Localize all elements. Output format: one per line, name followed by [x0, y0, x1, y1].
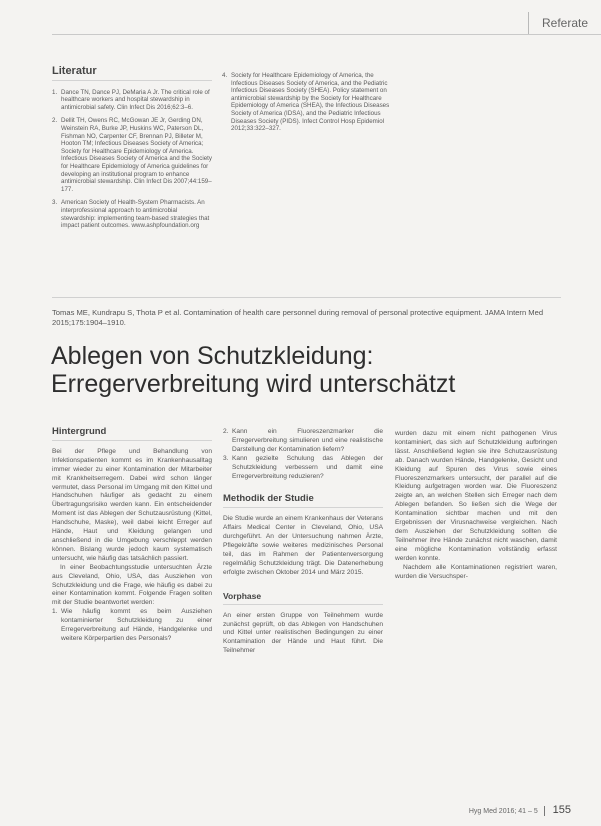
list-text: Wie häufig kommt es beim Ausziehen kontaminierter Schutzkleidung zu einer Erregerverbreitung auf Hände, Handgelenke und weitere Körperpartien des Personals?	[61, 608, 212, 642]
page-footer	[469, 804, 571, 816]
list-number: 3.	[223, 454, 229, 462]
reference-number: 3.	[52, 199, 58, 207]
literature-rule	[52, 80, 212, 81]
list-number: 1.	[52, 608, 58, 616]
article-title-line-1: Ablegen von Schutzkleidung:	[51, 342, 374, 370]
reference-number: 4.	[222, 72, 228, 79]
list-item	[223, 455, 383, 482]
list-item	[52, 608, 212, 644]
footer-divider	[544, 806, 545, 816]
paragraph: Nachdem alle Kontaminationen registriert waren, wurden die Versuchsper-	[395, 563, 557, 580]
literature-heading: Literatur	[52, 65, 97, 77]
paragraph: Die Studie wurde an einem Krankenhaus der Veterans Affairs Medical Center in Cleveland, Ohio, USA durchgeführt. An der Untersuchung nahmen Ärzte, Pflegekräfte sowie weiteres medizinisches Personal teil, das im Rahmen der Patientenversorgung regelmäßig Schutzkleidung trägt. Die Datenerhebung erfolgte zwischen Oktober 2014 und März 2015.	[223, 515, 383, 576]
reference-item	[52, 199, 212, 229]
spacer	[223, 578, 383, 592]
page-number: 155	[552, 804, 571, 816]
section-label: Referate	[528, 12, 601, 35]
reference-item	[52, 117, 212, 193]
subsection-heading-prephase: Vorphase	[223, 590, 262, 601]
section-heading-methods: Methodik der Studie	[223, 493, 314, 505]
article-title-line-2: Erregerverbreitung wird unterschätzt	[51, 370, 456, 398]
paragraph: Bei der Pflege und Behandlung von Infektionspatienten kommt es im Krankenhausalltag immer wieder zu einer Kontamination der Mitarbeiter mit Krankheitserregern. Dabei wird schon länger vermutet, dass Personal im Umgang mit den Kittel und Handschuhen häufiger als gedacht zu einem Übertragungsrisiko werden kann. Ein entscheidender Moment ist das Ablegen der Schutzausrüstung (Kittel, Handschuhe, Maske), weil dabei leicht Erreger auf Hände, Haut und Kleidung gelangen und anschließend in die Umgebung verschleppt werden können. Bislang wurde jedoch kaum systematisch untersucht, wie häufig das tatsächlich passiert.	[52, 447, 212, 562]
reference-number: 2.	[52, 117, 58, 125]
list-item	[223, 428, 383, 455]
section-rule	[223, 604, 383, 605]
reference-item	[52, 89, 212, 112]
section-rule	[223, 507, 383, 508]
journal-reference: Hyg Med 2016; 41 – 5	[468, 808, 538, 815]
literature-column-2	[222, 72, 392, 139]
paragraph: An einer ersten Gruppe von Teilnehmern wurde zunächst geprüft, ob das Ablegen von Handschuhen und Kittel unter realistischen Bedingungen zu einer Kontamination der Hände und Haut führt. Die Teilnehmer	[223, 611, 383, 655]
article-divider	[52, 297, 561, 298]
section-heading-background: Hintergrund	[52, 426, 107, 437]
list-text: Kann gezielte Schulung das Ablegen der Schutzkleidung verbessern und damit eine Erregerverbreitung reduzieren?	[232, 454, 383, 480]
paragraph: In einer Beobachtungsstudie untersuchten Ärzte aus Cleveland, Ohio, USA, das Ausziehen von Schutzkleidung und die Frage, wie häufig es dabei zu einer Kontamination kommt. Folgende Fragen sollten mit der Studie beantwortet werden:	[52, 563, 212, 607]
reference-text: Dance TN, Dance PJ, DeMaria A Jr. The critical role of healthcare workers and hospital stewardship in antimicrobial safety. Clin Infect Dis 2016;62:3–6.	[61, 88, 210, 111]
header-rule	[52, 34, 601, 35]
reference-text: American Society of Health-System Pharmacists. An interprofessional approach to antimicrobial stewardship: implementing team-based strategies that impact patient outcomes. www.ashpfoundation.org	[61, 199, 210, 230]
section-rule	[52, 440, 212, 441]
article-title	[51, 342, 571, 398]
text-column-3	[395, 430, 557, 581]
reference-item	[222, 72, 392, 133]
article-citation: Tomas ME, Kundrapu S, Thota P et al. Contamination of health care personnel during removal of personal protective equipment. JAMA Intern Med 2015;175:1904–1910.	[52, 308, 544, 327]
reference-number: 1.	[52, 88, 58, 96]
reference-text: Society for Healthcare Epidemiology of America, the Infectious Diseases Society of America, and the Pediatric Infectious Diseases Society (SHEA). Policy statement on antimicrobial stewardship by the Society for Healthcare Epidemiology of America (SHEA), the Infectious Diseases Society of America (IDSA), and the Pediatric Infectious Diseases Society (PIDS). Infect Control Hosp Epidemiol 2012;33:322–327.	[231, 72, 390, 133]
paragraph: wurden dazu mit einem nicht pathogenen Virus kontaminiert, das sich auf Schutzkleidung aufbringen lässt. Anschließend legten sie ihre Schutzausrüstung ab. Danach wurden Hände, Handgelenke, Gesicht und Kleidung auf Spuren des Virus sowie eines Fluoreszenzmarkers untersucht, der parallel auf die Kleidung aufgetragen worden war. Die Fluoreszenz zeigte an, an welchen Stellen sich Erreger nach dem Ablegen befanden. So ließen sich die Wege der Kontamination sichtbar machen und mit den Ergebnissen der Virusnachweise vergleichen. Nach dem Ausziehen der Schutzkleidung sollten die Teilnehmer ihre Hände zunächst nicht waschen, damit eine mögliche Kontamination vollständig erfasst werden konnte.	[395, 430, 557, 562]
text-column-1	[52, 428, 212, 644]
reference-text: Dellit TH, Owens RC, McGowan JE Jr, Gerding DN, Weinstein RA, Burke JP, Huskins WC, Paterson DL, Fishman NO, Carpenter CF, Brennan PJ, Billeter M, Hooton TM; Infectious Diseases Society of America; Society for Healthcare Epidemiology of America. Infectious Diseases Society of America and the Society for Healthcare Epidemiology of America guidelines for developing an institutional program to enhance antimicrobial stewardship. Clin Infect Dis 2007;44:159–177.	[61, 117, 212, 193]
text-column-2	[223, 428, 383, 656]
list-text: Kann ein Fluoreszenzmarker die Erregerverbreitung simulieren und eine realistische Darstellung der Kontamination liefern?	[232, 428, 383, 453]
list-number: 2.	[223, 428, 229, 435]
literature-column-1	[52, 65, 212, 236]
